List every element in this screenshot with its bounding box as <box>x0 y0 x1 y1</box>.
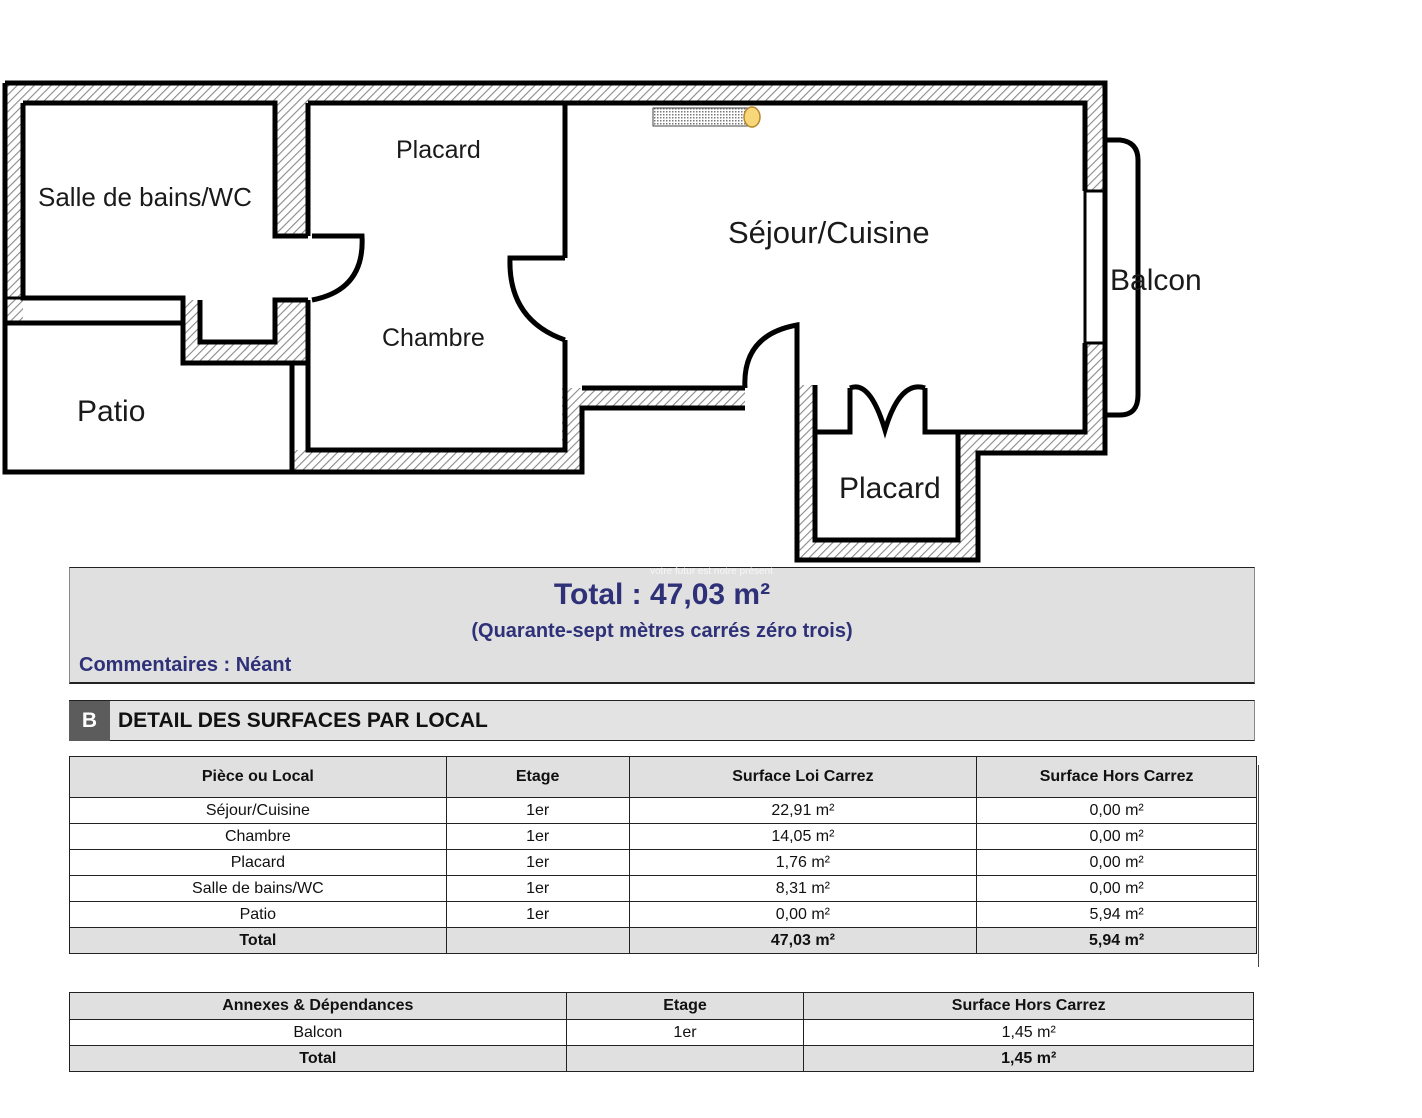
total-carrez: 47,03 m² <box>629 928 977 954</box>
total-surface: Total : 47,03 m² <box>553 578 771 611</box>
header-surface-carrez: Surface Loi Carrez <box>629 757 977 798</box>
cell-hors-carrez: 0,00 m² <box>977 824 1257 850</box>
cell-etage: 1er <box>446 850 629 876</box>
table-row <box>70 824 1257 850</box>
table-row <box>70 1020 1254 1046</box>
header-piece: Pièce ou Local <box>70 757 447 798</box>
header-surface-hors-carrez: Surface Hors Carrez <box>977 757 1257 798</box>
room-label-placard-top: Placard <box>396 136 481 164</box>
table-edge-line <box>1258 765 1259 967</box>
table-header-row <box>70 993 1254 1020</box>
table-row <box>70 798 1257 824</box>
heater-icon <box>744 107 760 127</box>
table-row <box>70 876 1257 902</box>
cell-annexe: Balcon <box>70 1020 567 1046</box>
cell-piece: Chambre <box>70 824 447 850</box>
cell-etage: 1er <box>446 798 629 824</box>
cell-carrez: 0,00 m² <box>629 902 977 928</box>
total-surface-words: (Quarante-sept mètres carrés zéro trois) <box>471 620 853 642</box>
room-label-patio: Patio <box>77 395 146 428</box>
cell-piece: Placard <box>70 850 447 876</box>
cell-etage: 1er <box>446 876 629 902</box>
header-etage: Etage <box>446 757 629 798</box>
cell-etage: 1er <box>566 1020 804 1046</box>
header-etage: Etage <box>566 993 804 1020</box>
section-letter: B <box>69 701 110 741</box>
total-hors-carrez: 1,45 m² <box>804 1046 1254 1072</box>
cell-carrez: 22,91 m² <box>629 798 977 824</box>
room-label-bath: Salle de bains/WC <box>38 182 252 212</box>
total-label: Total <box>70 1046 567 1072</box>
room-label-balcon: Balcon <box>1110 264 1202 297</box>
cell-piece: Patio <box>70 902 447 928</box>
cell-hors-carrez: 0,00 m² <box>977 876 1257 902</box>
cell-hors-carrez: 5,94 m² <box>977 902 1257 928</box>
cell-carrez: 1,76 m² <box>629 850 977 876</box>
table-row <box>70 850 1257 876</box>
cell-etage: 1er <box>446 902 629 928</box>
cell-hors-carrez: 1,45 m² <box>804 1020 1254 1046</box>
cell-carrez: 14,05 m² <box>629 824 977 850</box>
table-total-row <box>70 1046 1254 1072</box>
cell-carrez: 8,31 m² <box>629 876 977 902</box>
cell-etage: 1er <box>446 824 629 850</box>
annexes-table <box>69 992 1254 1072</box>
header-annexes: Annexes & Dépendances <box>70 993 567 1020</box>
cell-piece: Séjour/Cuisine <box>70 798 447 824</box>
rooms-surface-table <box>69 756 1257 954</box>
cell-hors-carrez: 0,00 m² <box>977 850 1257 876</box>
table-total-row <box>70 928 1257 954</box>
room-label-placard-bottom: Placard <box>839 472 941 505</box>
section-b-header <box>69 700 1255 741</box>
cell-piece: Salle de bains/WC <box>70 876 447 902</box>
wall-top <box>5 83 1105 103</box>
header-surface-hors-carrez: Surface Hors Carrez <box>804 993 1254 1020</box>
table-header-row <box>70 757 1257 798</box>
total-etage <box>446 928 629 954</box>
room-label-chambre: Chambre <box>382 324 485 352</box>
section-title: DETAIL DES SURFACES PAR LOCAL <box>118 709 488 732</box>
comments: Commentaires : Néant <box>79 654 292 676</box>
cell-hors-carrez: 0,00 m² <box>977 798 1257 824</box>
total-etage <box>566 1046 804 1072</box>
total-label: Total <box>70 928 447 954</box>
total-summary-box <box>69 567 1255 684</box>
watermark: votre futur est notre présent <box>650 566 773 577</box>
room-label-sejour: Séjour/Cuisine <box>728 215 930 250</box>
table-row <box>70 902 1257 928</box>
total-hors-carrez: 5,94 m² <box>977 928 1257 954</box>
